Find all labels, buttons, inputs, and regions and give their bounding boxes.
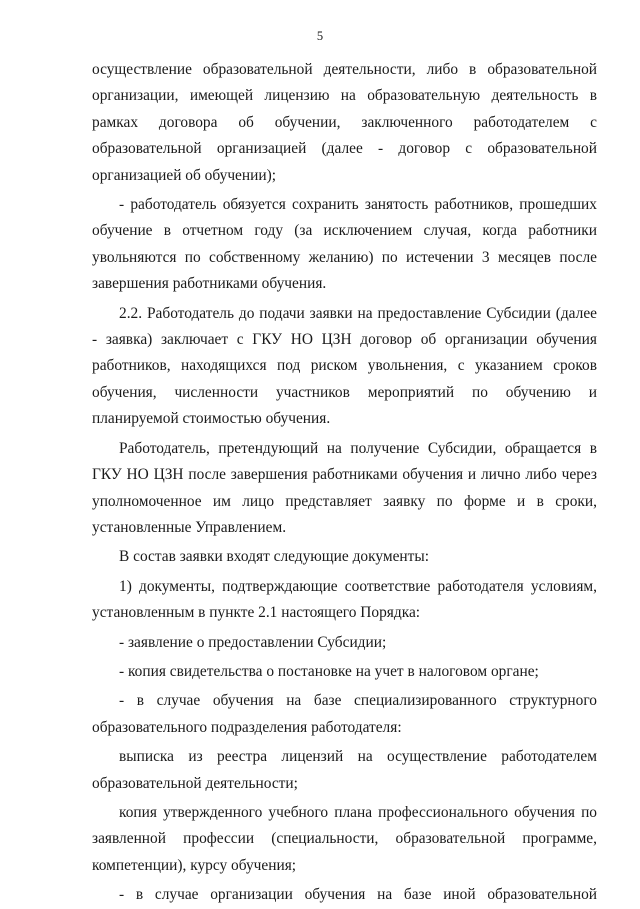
- page-number: 5: [316, 29, 324, 43]
- paragraph-documents-item-1: 1) документы, подтверждающие соответствие работодателя условиям, установленным в пункте 2.1 настоящего Порядка:: [92, 577, 597, 622]
- paragraph-section-2-2: 2.2. Работодатель до подачи заявки на предоставление Субсидии (далее - заявка) заключает с ГКУ НО ЦЗН договор об организации обучения работников, находящихся под риском увольнения, с указанием сроков обучения, численности участников мероприятий по обучению и планируемой стоимостью обучения.: [92, 304, 597, 428]
- list-item-application: - заявление о предоставлении Субсидии;: [119, 633, 387, 651]
- paragraph-application-submission: Работодатель, претендующий на получение Субсидии, обращается в ГКУ НО ЦЗН после завершения работниками обучения и лично либо через уполномоченное им лицо представляет заявку по форме и в сроки, установленные Управлением.: [92, 439, 597, 536]
- list-item-tax-certificate: - копия свидетельства о постановке на учет в налоговом органе;: [119, 662, 539, 680]
- document-body: [92, 57, 597, 909]
- paragraph-documents-intro: В состав заявки входят следующие документы:: [119, 548, 429, 566]
- list-item-curriculum-copy: копия утвержденного учебного плана профессионального обучения по заявленной профессии (специальности, образовательной программе, компетенции), курсу обучения;: [92, 803, 597, 874]
- list-item-license-extract: выписка из реестра лицензий на осуществление работодателем образовательной деятельности;: [92, 748, 597, 792]
- list-item-specialized-unit: - в случае обучения на базе специализированного структурного образовательного подразделения работодателя:: [92, 692, 597, 736]
- list-item-other-organization: - в случае организации обучения на базе иной образовательной: [119, 886, 597, 904]
- paragraph-employment-retention: - работодатель обязуется сохранить занятость работников, прошедших обучение в отчетном году (за исключением случая, когда работники увольняются по собственному желанию) по истечении 3 месяцев после завершения работниками обучения.: [92, 196, 597, 293]
- paragraph-continuation: осуществление образовательной деятельности, либо в образовательной организации, имеющей лицензию на образовательную деятельность в рамках договора об обучении, заключенного работодателем с образовательной организацией (далее - договор с образовательной организацией об обучении);: [92, 61, 597, 184]
